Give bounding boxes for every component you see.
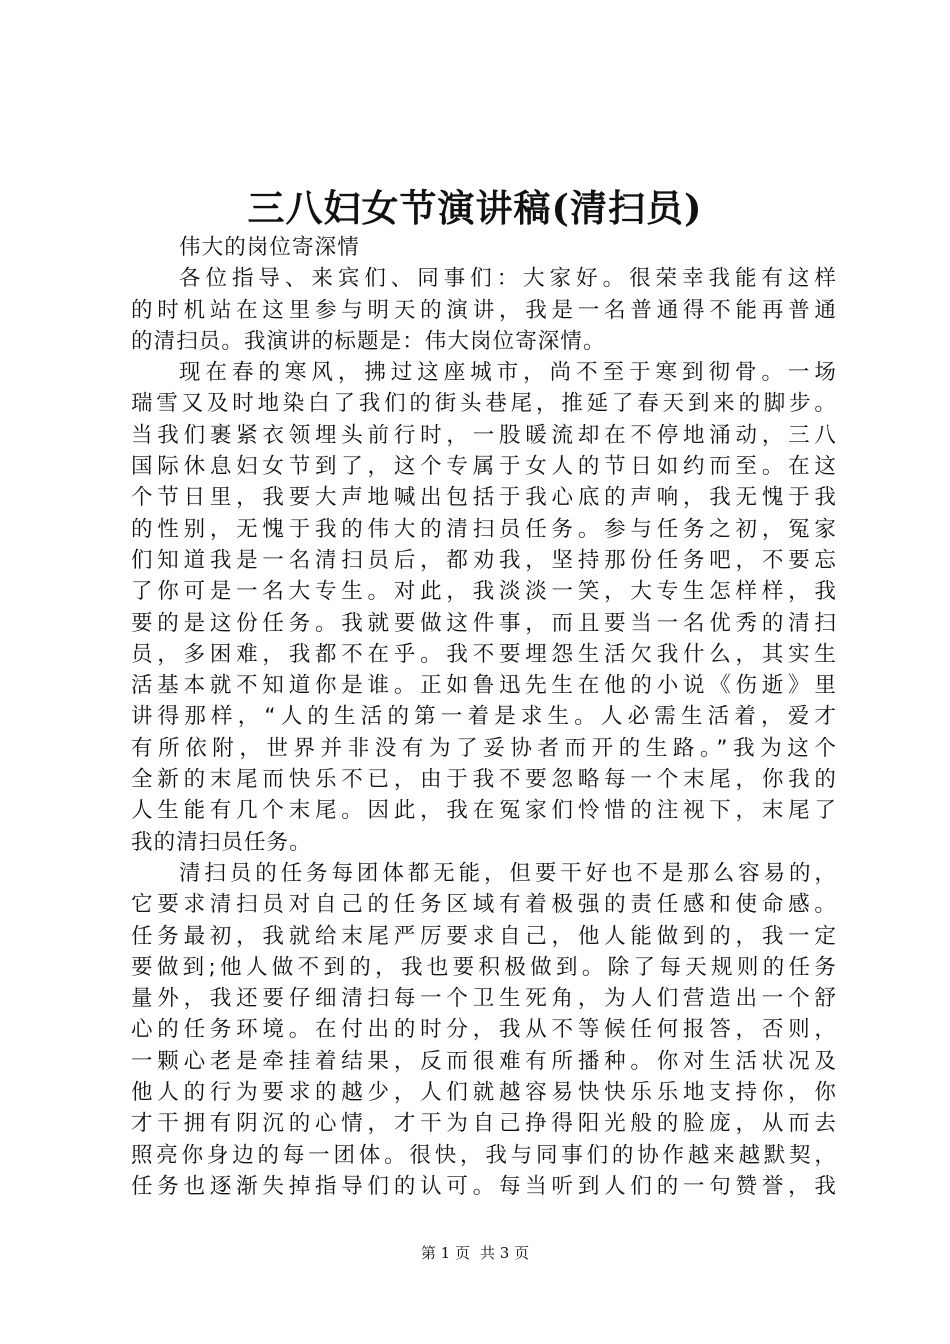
paragraph-line: 讲得那样，“人的生活的第一着是求生。人必需生活着，爱才 (131, 704, 837, 730)
page-number: 第 1 页 (420, 1244, 470, 1262)
page-total: 共 3 页 (480, 1244, 530, 1262)
paragraph-line: 瑞雪又及时地染白了我们的街头巷尾，推延了春天到来的脚步。 (131, 391, 837, 417)
paragraph-line: 的清扫员。我演讲的标题是：伟大岗位寄深情。 (131, 328, 606, 354)
paragraph-line: 才干拥有阴沉的心情，才干为自己挣得阳光般的脸庞，从而去 (131, 1111, 837, 1137)
paragraph-line: 清扫员的任务每团体都无能，但要干好也不是那么容易的， (179, 860, 837, 886)
document-title: 三八妇女节演讲稿(清扫员) (247, 186, 703, 230)
paragraph-line: 量外，我还要仔细清扫每一个卫生死角，为人们营造出一个舒 (131, 986, 837, 1012)
paragraph-line: 的时机站在这里参与明天的演讲，我是一名普通得不能再普通 (131, 297, 837, 323)
page-footer (0, 1243, 950, 1263)
paragraph-line: 人生能有几个末尾。因此，我在冤家们怜惜的注视下，末尾了 (131, 798, 837, 824)
paragraph-line: 了你可是一名大专生。对此，我淡淡一笑，大专生怎样样，我 (131, 579, 837, 605)
paragraph-line: 的性别，无愧于我的伟大的清扫员任务。参与任务之初，冤家 (131, 516, 837, 542)
paragraph-line: 心的任务环境。在付出的时分，我从不等候任何报答，否则， (131, 1017, 837, 1043)
paragraph-line: 们知道我是一名清扫员后，都劝我，坚持那份任务吧，不要忘 (131, 547, 837, 573)
paragraph-line: 活基本就不知道你是谁。正如鲁迅先生在他的小说《伤逝》里 (131, 673, 837, 699)
paragraph-line: 一颗心老是牵挂着结果，反而很难有所播种。你对生活状况及 (131, 1048, 837, 1074)
paragraph-line: 有所依附，世界并非没有为了妥协者而开的生路。”我为这个 (131, 735, 837, 761)
paragraph-line: 要做到;他人做不到的，我也要积极做到。除了每天规则的任务 (131, 954, 837, 980)
paragraph-line: 个节日里，我要大声地喊出包括于我心底的声响，我无愧于我 (131, 485, 837, 511)
paragraph-line: 任务也逐渐失掉指导们的认可。每当听到人们的一句赞誉，我 (131, 1173, 837, 1199)
paragraph-line: 照亮你身边的每一团体。很快，我与同事们的协作越来越默契， (131, 1142, 837, 1168)
paragraph-line: 当我们裹紧衣领埋头前行时，一股暖流却在不停地涌动，三八 (131, 422, 837, 448)
paragraph-line: 它要求清扫员对自己的任务区域有着极强的责任感和使命感。 (131, 892, 837, 918)
paragraph-line: 国际休息妇女节到了，这个专属于女人的节日如约而至。在这 (131, 454, 837, 480)
document-body (131, 232, 837, 1202)
subtitle-line: 伟大的岗位寄深情 (179, 235, 360, 260)
paragraph-line: 我的清扫员任务。 (131, 829, 312, 855)
paragraph-line: 员，多困难，我都不在乎。我不要埋怨生活欠我什么，其实生 (131, 641, 837, 667)
paragraph-line: 各位指导、来宾们、同事们：大家好。很荣幸我能有这样 (179, 266, 837, 292)
paragraph-line: 全新的末尾而快乐不已，由于我不要忽略每一个末尾，你我的 (131, 767, 837, 793)
paragraph-line: 要的是这份任务。我就要做这件事，而且要当一名优秀的清扫 (131, 610, 837, 636)
paragraph-line: 任务最初，我就给末尾严厉要求自己，他人能做到的，我一定 (131, 923, 837, 949)
paragraph-line: 他人的行为要求的越少，人们就越容易快快乐乐地支持你，你 (131, 1080, 837, 1106)
paragraph-line: 现在春的寒风，拂过这座城市，尚不至于寒到彻骨。一场 (179, 360, 837, 386)
